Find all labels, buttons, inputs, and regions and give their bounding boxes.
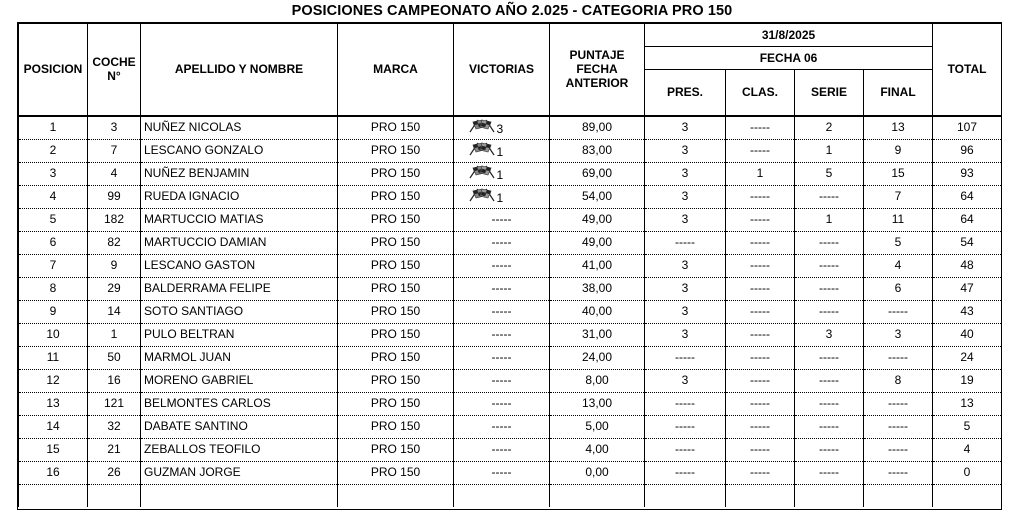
header-fecha: FECHA 06	[645, 47, 933, 70]
cell-total: 64	[933, 208, 1002, 231]
cell-puntaje: 31,00	[550, 323, 645, 346]
cell-nombre: MARTUCCIO DAMIAN	[141, 231, 338, 254]
cell-final: 5	[864, 231, 933, 254]
cell-marca: PRO 150	[338, 438, 454, 461]
cell-marca: PRO 150	[338, 323, 454, 346]
header-clas: CLAS.	[726, 70, 795, 116]
cell-puntaje: 83,00	[550, 139, 645, 162]
cell-pres: 3	[645, 117, 726, 140]
cell-pres: 3	[645, 162, 726, 185]
cell-victorias: -----	[454, 369, 550, 392]
cell-puntaje: 49,00	[550, 208, 645, 231]
header-posicion: POSICION	[19, 24, 88, 116]
cell-nombre: NUÑEZ NICOLAS	[141, 117, 338, 140]
cell-total: 47	[933, 277, 1002, 300]
cell-pos: 11	[19, 346, 88, 369]
cell-victorias: -----	[454, 277, 550, 300]
cell-serie: -----	[795, 277, 864, 300]
cell-serie: 1	[795, 208, 864, 231]
cell-pres: 3	[645, 300, 726, 323]
cell-victorias: -----	[454, 323, 550, 346]
cell-serie: -----	[795, 461, 864, 484]
cell-total: 64	[933, 185, 1002, 208]
cell-clas: -----	[726, 208, 795, 231]
cell-nombre: PULO BELTRAN	[141, 323, 338, 346]
cell-nombre: BALDERRAMA FELIPE	[141, 277, 338, 300]
cell-serie: -----	[795, 369, 864, 392]
page-title: POSICIONES CAMPEONATO AÑO 2.025 - CATEGORIA PRO 150	[291, 3, 733, 19]
victorias-count: 1	[496, 168, 504, 182]
cell-pres: 3	[645, 369, 726, 392]
cell-total: 107	[933, 117, 1002, 140]
cell-final: 9	[864, 139, 933, 162]
cell-total: 40	[933, 323, 1002, 346]
victorias-count: 1	[496, 191, 504, 205]
cell-clas: -----	[726, 323, 795, 346]
cell-clas: -----	[726, 346, 795, 369]
cell-clas: -----	[726, 185, 795, 208]
header-coche: COCHE N°	[88, 24, 141, 116]
cell-final: -----	[864, 415, 933, 438]
cell-clas: -----	[726, 300, 795, 323]
cell-nombre: LESCANO GASTON	[141, 254, 338, 277]
cell-victorias: -----	[454, 346, 550, 369]
cell-marca: PRO 150	[338, 392, 454, 415]
cell-serie: 1	[795, 139, 864, 162]
header-serie: SERIE	[795, 70, 864, 116]
cell-marca: PRO 150	[338, 162, 454, 185]
cell-pres: 3	[645, 139, 726, 162]
victorias-count: 3	[496, 122, 504, 136]
cell-coche: 121	[88, 392, 141, 415]
cell-nombre: DABATE SANTINO	[141, 415, 338, 438]
cell-total: 93	[933, 162, 1002, 185]
cell-puntaje: 89,00	[550, 117, 645, 140]
cell-victorias: -----	[454, 415, 550, 438]
cell-final: 3	[864, 323, 933, 346]
cell-final: -----	[864, 346, 933, 369]
cell-nombre: RUEDA IGNACIO	[141, 185, 338, 208]
cell-pos: 15	[19, 438, 88, 461]
header-date: 31/8/2025	[645, 24, 933, 47]
cell-serie: -----	[795, 231, 864, 254]
cell-coche: 50	[88, 346, 141, 369]
cell-marca: PRO 150	[338, 139, 454, 162]
cell-coche: 182	[88, 208, 141, 231]
cell-coche: 29	[88, 277, 141, 300]
cell-serie: -----	[795, 415, 864, 438]
cell-victorias: -----	[454, 438, 550, 461]
cell-coche: 82	[88, 231, 141, 254]
cell-coche: 16	[88, 369, 141, 392]
victorias-count: 1	[496, 145, 504, 159]
cell-pres: 3	[645, 208, 726, 231]
cell-marca: PRO 150	[338, 277, 454, 300]
cell-puntaje: 13,00	[550, 392, 645, 415]
cell-coche: 99	[88, 185, 141, 208]
cell-clas: -----	[726, 277, 795, 300]
cell-clas: -----	[726, 117, 795, 140]
cell-pos: 14	[19, 415, 88, 438]
cell-coche: 1	[88, 323, 141, 346]
cell-puntaje: 24,00	[550, 346, 645, 369]
cell-pos: 7	[19, 254, 88, 277]
cell-coche: 21	[88, 438, 141, 461]
cell-final: 15	[864, 162, 933, 185]
cell-marca: PRO 150	[338, 461, 454, 484]
cell-marca: PRO 150	[338, 254, 454, 277]
cell-puntaje: 8,00	[550, 369, 645, 392]
cell-victorias: -----	[454, 254, 550, 277]
cell-clas: -----	[726, 415, 795, 438]
cell-pres: -----	[645, 438, 726, 461]
cell-coche: 4	[88, 162, 141, 185]
cell-marca: PRO 150	[338, 208, 454, 231]
cell-final: 11	[864, 208, 933, 231]
cell-clas: -----	[726, 392, 795, 415]
cell-puntaje: 5,00	[550, 415, 645, 438]
cell-pos: 1	[19, 117, 88, 140]
cell-coche: 32	[88, 415, 141, 438]
cell-marca: PRO 150	[338, 415, 454, 438]
cell-marca: PRO 150	[338, 346, 454, 369]
cell-final: -----	[864, 300, 933, 323]
cell-pres: -----	[645, 231, 726, 254]
cell-coche: 9	[88, 254, 141, 277]
cell-pos: 8	[19, 277, 88, 300]
cell-puntaje: 4,00	[550, 438, 645, 461]
cell-pos: 9	[19, 300, 88, 323]
cell-nombre: GUZMAN JORGE	[141, 461, 338, 484]
cell-final: -----	[864, 438, 933, 461]
cell-clas: -----	[726, 461, 795, 484]
cell-marca: PRO 150	[338, 185, 454, 208]
cell-total: 24	[933, 346, 1002, 369]
cell-pos: 3	[19, 162, 88, 185]
header-final: FINAL	[864, 70, 933, 116]
cell-pres: 3	[645, 323, 726, 346]
cell-total: 54	[933, 231, 1002, 254]
cell-victorias: -----	[454, 300, 550, 323]
cell-pres: -----	[645, 415, 726, 438]
cell-final: 13	[864, 117, 933, 140]
cell-pres: -----	[645, 346, 726, 369]
cell-serie: 5	[795, 162, 864, 185]
cell-nombre: MORENO GABRIEL	[141, 369, 338, 392]
cell-victorias: -----	[454, 208, 550, 231]
cell-pos: 13	[19, 392, 88, 415]
header-victorias: VICTORIAS	[454, 24, 550, 116]
cell-serie: -----	[795, 185, 864, 208]
cell-serie: 3	[795, 323, 864, 346]
table-frame	[17, 22, 1002, 510]
cell-final: 7	[864, 185, 933, 208]
cell-serie: -----	[795, 438, 864, 461]
cell-pres: 3	[645, 277, 726, 300]
cell-clas: -----	[726, 369, 795, 392]
cell-nombre: MARMOL JUAN	[141, 346, 338, 369]
header-puntaje: PUNTAJE FECHA ANTERIOR	[550, 24, 645, 116]
cell-pos: 2	[19, 139, 88, 162]
cell-pos: 5	[19, 208, 88, 231]
cell-nombre: LESCANO GONZALO	[141, 139, 338, 162]
cell-final: 4	[864, 254, 933, 277]
cell-puntaje: 38,00	[550, 277, 645, 300]
cell-pres: 3	[645, 185, 726, 208]
cell-total: 5	[933, 415, 1002, 438]
cell-victorias: -----	[454, 392, 550, 415]
cell-clas: -----	[726, 438, 795, 461]
cell-marca: PRO 150	[338, 231, 454, 254]
cell-total: 13	[933, 392, 1002, 415]
cell-total: 48	[933, 254, 1002, 277]
cell-serie: 2	[795, 117, 864, 140]
cell-pos: 6	[19, 231, 88, 254]
cell-total: 43	[933, 300, 1002, 323]
cell-pres: -----	[645, 461, 726, 484]
cell-nombre: SOTO SANTIAGO	[141, 300, 338, 323]
header-nombre: APELLIDO Y NOMBRE	[141, 24, 338, 116]
cell-coche: 7	[88, 139, 141, 162]
cell-total: 4	[933, 438, 1002, 461]
cell-victorias: -----	[454, 461, 550, 484]
cell-clas: -----	[726, 231, 795, 254]
cell-nombre: BELMONTES CARLOS	[141, 392, 338, 415]
cell-coche: 26	[88, 461, 141, 484]
header-pres: PRES.	[645, 70, 726, 116]
cell-puntaje: 49,00	[550, 231, 645, 254]
cell-total: 96	[933, 139, 1002, 162]
cell-puntaje: 69,00	[550, 162, 645, 185]
cell-final: -----	[864, 461, 933, 484]
cell-serie: -----	[795, 300, 864, 323]
cell-nombre: NUÑEZ BENJAMIN	[141, 162, 338, 185]
cell-nombre: ZEBALLOS TEOFILO	[141, 438, 338, 461]
cell-nombre: MARTUCCIO MATIAS	[141, 208, 338, 231]
cell-victorias: -----	[454, 231, 550, 254]
cell-final: 6	[864, 277, 933, 300]
cell-pos: 4	[19, 185, 88, 208]
cell-pres: -----	[645, 392, 726, 415]
cell-coche: 3	[88, 117, 141, 140]
cell-clas: -----	[726, 254, 795, 277]
cell-total: 19	[933, 369, 1002, 392]
cell-pos: 12	[19, 369, 88, 392]
cell-marca: PRO 150	[338, 300, 454, 323]
cell-final: 8	[864, 369, 933, 392]
cell-clas: -----	[726, 139, 795, 162]
cell-puntaje: 0,00	[550, 461, 645, 484]
cell-pres: 3	[645, 254, 726, 277]
cell-serie: -----	[795, 392, 864, 415]
cell-final: -----	[864, 392, 933, 415]
cell-puntaje: 41,00	[550, 254, 645, 277]
cell-puntaje: 54,00	[550, 185, 645, 208]
cell-serie: -----	[795, 346, 864, 369]
cell-marca: PRO 150	[338, 117, 454, 140]
header-total: TOTAL	[933, 24, 1002, 116]
cell-puntaje: 40,00	[550, 300, 645, 323]
cell-pos: 16	[19, 461, 88, 484]
cell-clas: 1	[726, 162, 795, 185]
cell-total: 0	[933, 461, 1002, 484]
cell-pos: 10	[19, 323, 88, 346]
header-marca: MARCA	[338, 24, 454, 116]
cell-coche: 14	[88, 300, 141, 323]
cell-marca: PRO 150	[338, 369, 454, 392]
cell-serie: -----	[795, 254, 864, 277]
